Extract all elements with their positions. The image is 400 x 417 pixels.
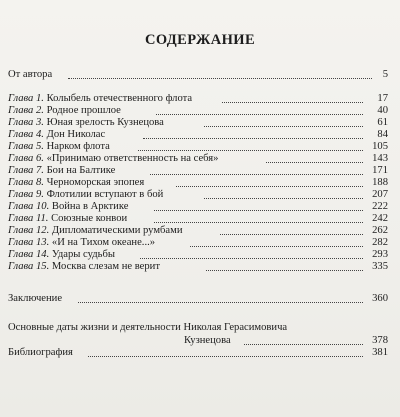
chapter-prefix: Глава 12. [8, 225, 50, 236]
chapter-title: «И на Тихом океане...» [51, 237, 156, 248]
chapter-prefix: Глава 11. [8, 213, 49, 224]
chapter-prefix: Глава 1. [8, 93, 44, 104]
toc-entry-chapter [8, 141, 388, 153]
toc-entry-conclusion [8, 293, 388, 305]
dot-leader [138, 150, 363, 151]
chapter-prefix: Глава 3. [8, 117, 44, 128]
chapter-title: Москва слезам не верит [51, 261, 160, 272]
dot-leader [140, 258, 363, 259]
toc-entry-chapter [8, 153, 388, 165]
dot-leader [222, 102, 363, 103]
dot-leader [244, 344, 363, 345]
toc-entry-chapter [8, 213, 388, 225]
dot-leader [204, 126, 363, 127]
chapter-prefix: Глава 6. [8, 153, 44, 164]
toc-entry-chapter [8, 225, 388, 237]
dot-leader [68, 78, 372, 79]
chapter-prefix: Глава 7. [8, 165, 44, 176]
chapter-title: Родное прошлое [46, 105, 121, 116]
dot-leader [78, 302, 363, 303]
toc-entry-label: Заключение [8, 293, 63, 304]
toc-entry-page: 5 [382, 69, 388, 80]
toc-entry-chapter [8, 189, 388, 201]
chapter-page: 84 [377, 129, 388, 140]
chapter-title: «Принимаю ответственность на себя» [46, 153, 219, 164]
chapter-page: 171 [372, 165, 388, 176]
toc-entry-foreword [8, 69, 388, 81]
chapter-page: 207 [372, 189, 388, 200]
toc-entry-chapter [8, 237, 388, 249]
chapter-title: Дон Николас [46, 129, 106, 140]
chapter-prefix: Глава 5. [8, 141, 44, 152]
toc-entry-page: 381 [372, 347, 388, 358]
chapter-title: Дипломатическими румбами [51, 225, 183, 236]
toc-entry-chapter [8, 129, 388, 141]
dot-leader [156, 114, 363, 115]
dot-leader [204, 198, 363, 199]
toc-entry-page: 378 [372, 335, 388, 346]
toc-entry-chapter [8, 249, 388, 261]
toc-entry-label: Библиография [8, 347, 73, 358]
dot-leader [88, 356, 363, 357]
chapter-title: Союзные конвои [51, 213, 128, 224]
chapter-page: 17 [377, 93, 388, 104]
chapter-prefix: Глава 14. [8, 249, 50, 260]
chapter-prefix: Глава 9. [8, 189, 44, 200]
chapter-page: 143 [372, 153, 388, 164]
chapter-title: Колыбель отечественного флота [46, 93, 193, 104]
dot-leader [154, 222, 363, 223]
toc-entry-chapter [8, 117, 388, 129]
chapter-title: Удары судьбы [51, 249, 115, 260]
dot-leader [150, 174, 363, 175]
chapter-prefix: Глава 8. [8, 177, 44, 188]
chapter-prefix: Глава 2. [8, 105, 44, 116]
dot-leader [143, 138, 363, 139]
toc-entry-dates-line2 [8, 335, 388, 347]
chapter-page: 61 [377, 117, 388, 128]
chapter-prefix: Глава 4. [8, 129, 44, 140]
toc-entry-bibliography [8, 347, 388, 359]
chapter-prefix: Глава 13. [8, 237, 50, 248]
dot-leader [266, 162, 363, 163]
dot-leader [190, 246, 363, 247]
chapter-page: 335 [372, 261, 388, 272]
toc-entry-chapter [8, 261, 388, 273]
toc-entry-label: Основные даты жизни и деятельности Николая Герасимовича [8, 322, 288, 333]
toc-entry-page: 360 [372, 293, 388, 304]
dot-leader [206, 270, 363, 271]
toc-entry-chapter [8, 201, 388, 213]
chapter-page: 188 [372, 177, 388, 188]
chapter-title: Бои на Балтике [46, 165, 116, 176]
toc-entry-chapter [8, 105, 388, 117]
chapter-page: 105 [372, 141, 388, 152]
chapter-page: 40 [377, 105, 388, 116]
page-title: СОДЕРЖАНИЕ [144, 32, 256, 48]
chapter-page: 262 [372, 225, 388, 236]
chapter-page: 293 [372, 249, 388, 260]
toc-entry-label-continued: Кузнецова [184, 335, 231, 346]
chapter-title: Нарком флота [46, 141, 110, 152]
chapter-title: Юная зрелость Кузнецова [46, 117, 164, 128]
dot-leader [176, 186, 363, 187]
toc-entry-label: От автора [8, 69, 53, 80]
chapter-title: Черноморская эпопея [46, 177, 145, 188]
chapter-prefix: Глава 10. [8, 201, 50, 212]
toc-entry-dates-line1 [8, 322, 388, 334]
chapter-page: 242 [372, 213, 388, 224]
chapter-page: 222 [372, 201, 388, 212]
toc-entry-chapter [8, 93, 388, 105]
dot-leader [220, 234, 363, 235]
toc-entry-chapter [8, 177, 388, 189]
chapter-prefix: Глава 15. [8, 261, 50, 272]
toc-entry-chapter [8, 165, 388, 177]
chapter-title: Флотилии вступают в бой [46, 189, 164, 200]
dot-leader [154, 210, 363, 211]
chapter-page: 282 [372, 237, 388, 248]
chapter-title: Война в Арктике [51, 201, 129, 212]
